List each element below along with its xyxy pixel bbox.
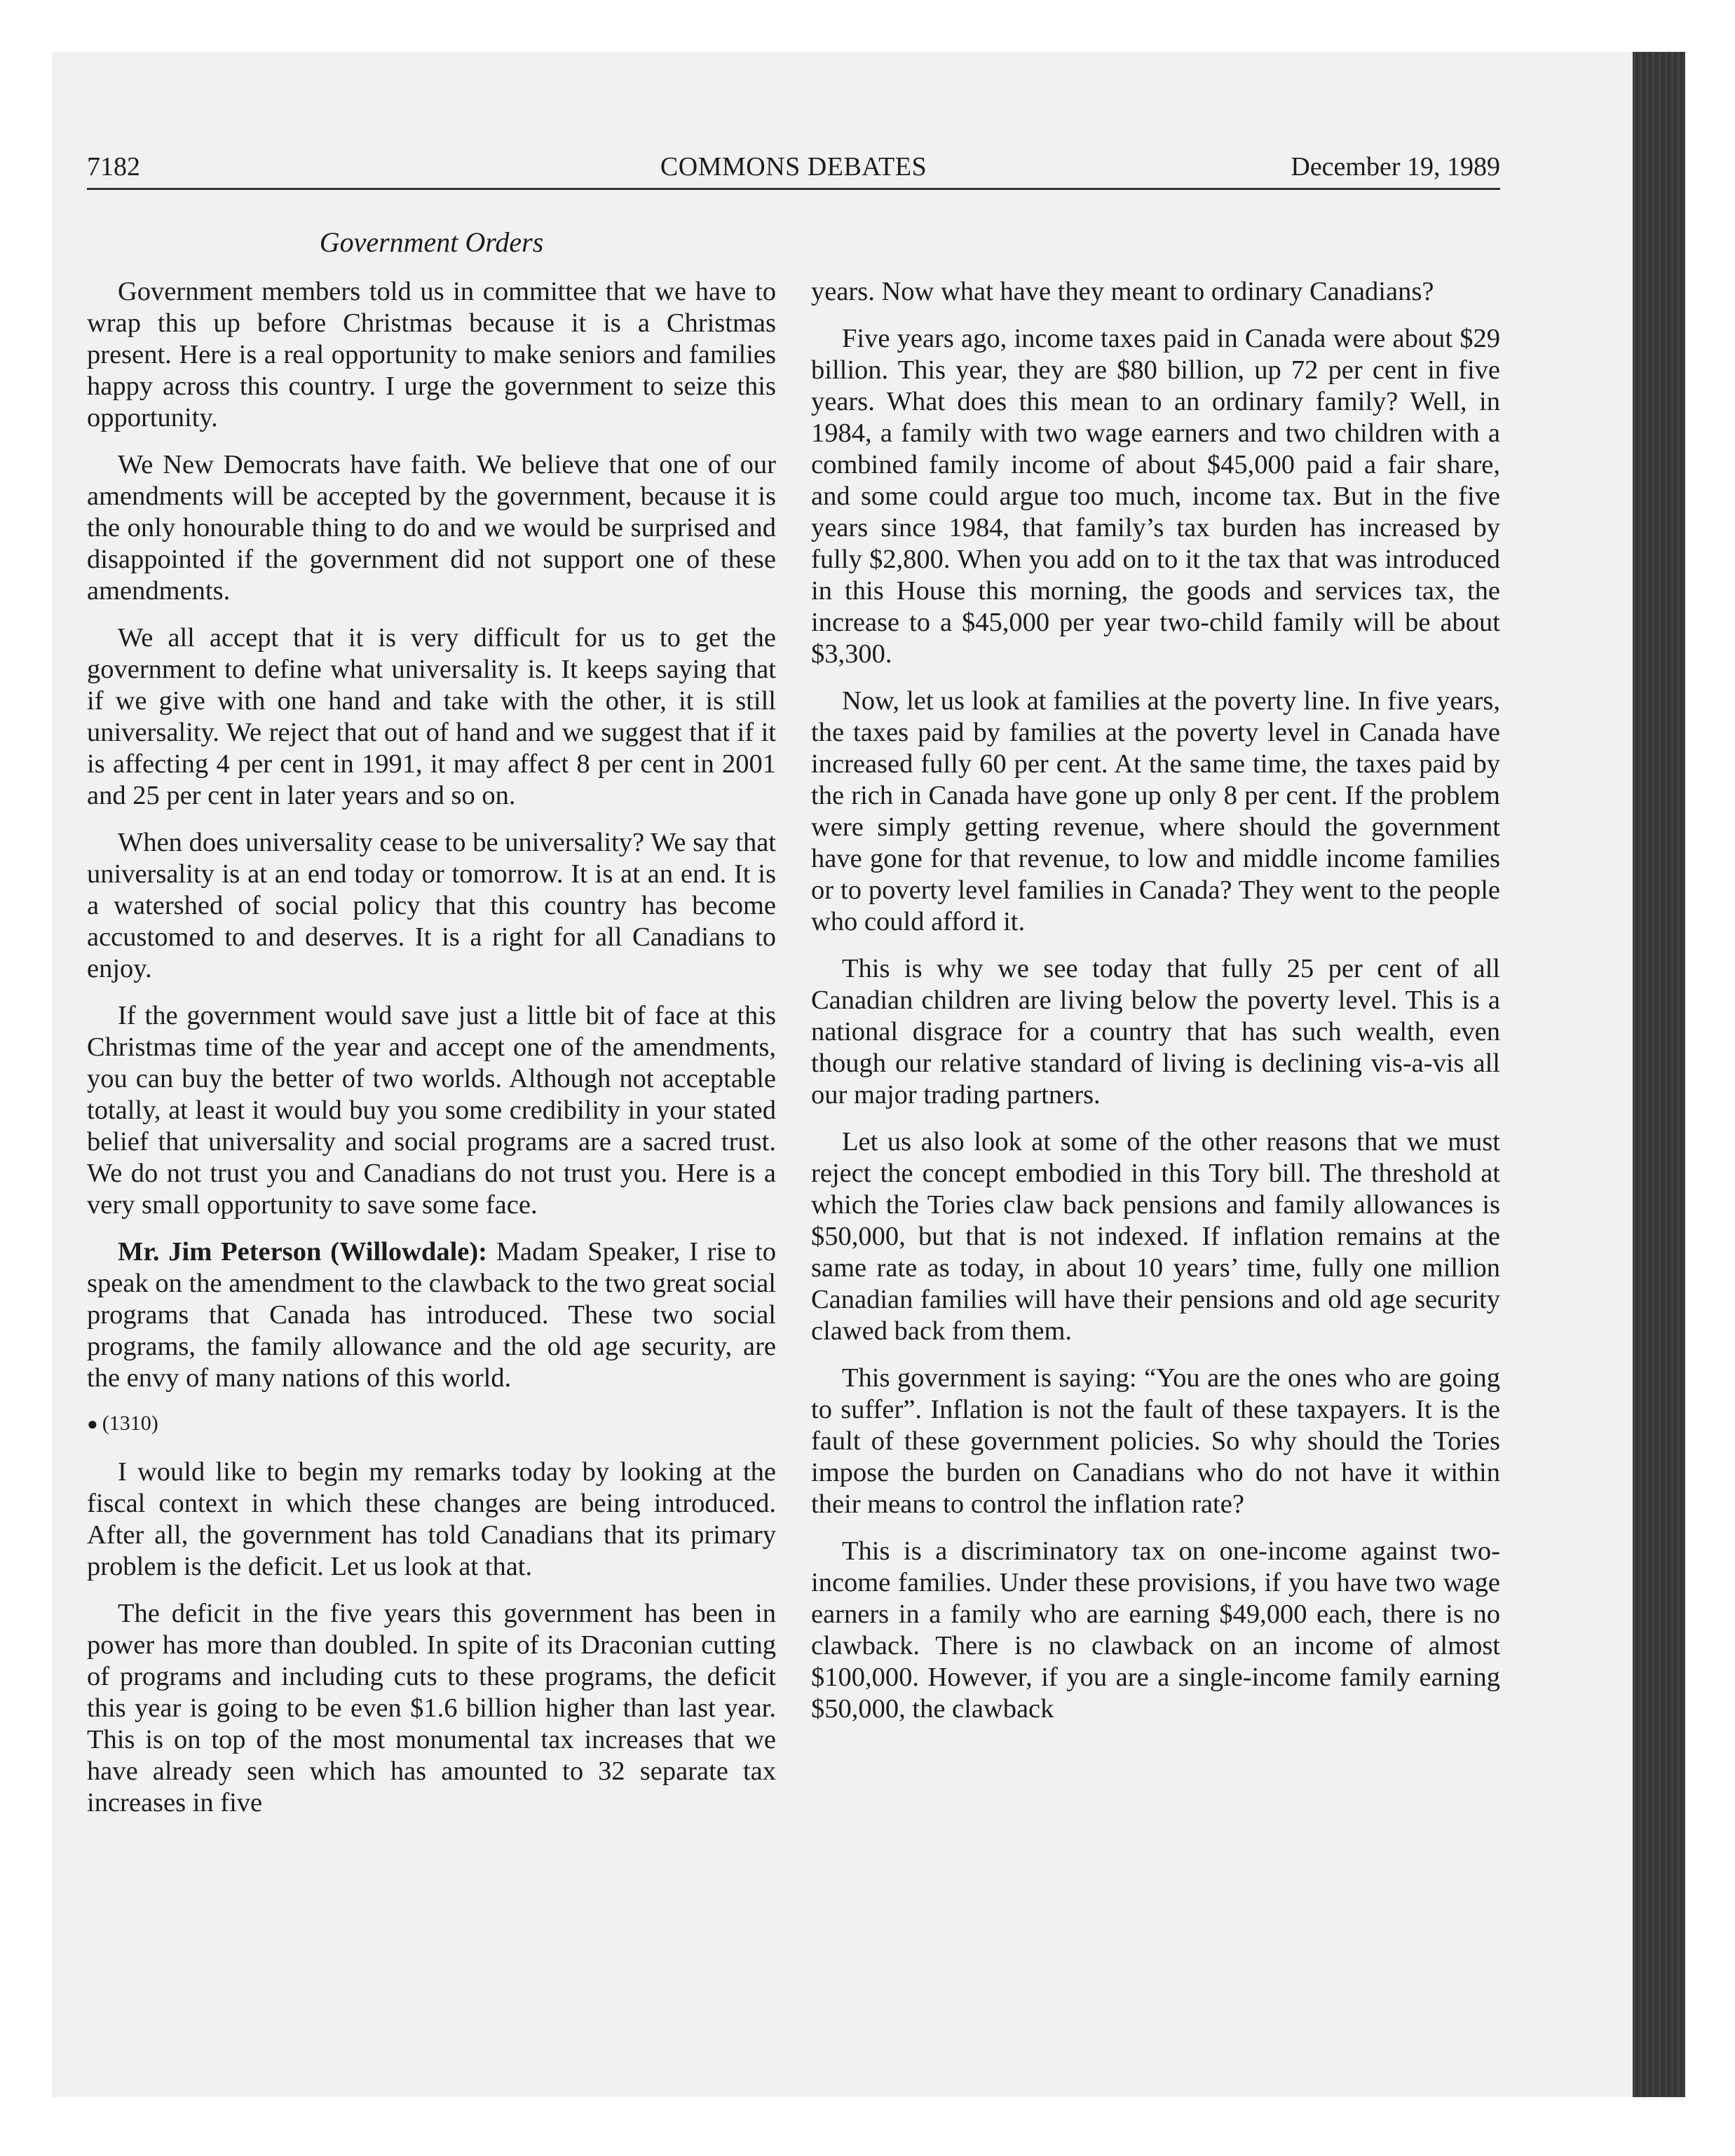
paragraph: This is why we see today that fully 25 per cent of all Canadian children are living below the poverty level. This is a national disgrace for a country that has such wealth, even though our relative standard of living is declining vis-a-vis all our major trading partners. [811, 954, 1500, 1110]
timestamp [87, 1410, 776, 1438]
left-column [87, 276, 776, 1834]
paragraph: We all accept that it is very difficult for us to get the government to define what universality is. It keeps saying that if we give with one hand and take with the other, it is still universality. We reject that out of hand and we suggest that if it is affecting 4 per cent in 1991, it may affect 8 per cent in 2001 and 25 per cent in later years and so on. [87, 623, 776, 810]
journal-title: COMMONS DEBATES [660, 152, 927, 182]
page-header [87, 149, 1500, 190]
speaker-text: Madam Speaker, I rise to speak on the amendment to the clawback to the two great social programs that Canada has introduced. These two social programs, the family allowance and the old age security, are the envy of many nations of this world. [87, 1237, 777, 1393]
paragraph: I would like to begin my remarks today by looking at the fiscal context in which these changes are being introduced. After all, the government has told Canadians that its primary problem is the deficit. Let us look at that. [87, 1457, 776, 1581]
paragraph: The deficit in the five years this government has been in power has more than doubled. In spite of its Draconian cutting of programs and including cuts to these programs, the deficit this year is going to be even $1.6 billion higher than last year. This is on top of the most monumental tax increases that we have already seen which has amounted to 32 separate tax increases in five [87, 1599, 776, 1817]
paragraph: We New Democrats have faith. We believe that one of our amendments will be accepted by the government, because it is the only honourable thing to do and we would be surprised and disappointed if the government did not support one of these amendments. [87, 450, 776, 606]
paragraph: Government members told us in committee that we have to wrap this up before Christmas because it is a Christmas present. Here is a real opportunity to make seniors and families happy across this country. I urge the government to seize this opportunity. [87, 277, 776, 432]
paragraph: If the government would save just a little bit of face at this Christmas time of the year and accept one of the amendments, you can buy the better of two worlds. Although not acceptable totally, at least it would buy you some credibility in your stated belief that universality and social programs are a sacred trust. We do not trust you and Canadians do not trust you. Here is a very small opportunity to save some face. [87, 1001, 776, 1220]
binding-edge [1633, 52, 1685, 2097]
paragraph: Let us also look at some of the other reasons that we must reject the concept embodied in this Tory bill. The threshold at which the Tories claw back pensions and family allowances is $50,000, but that is not indexed. If inflation remains at the same rate as today, in about 10 years’ time, fully one million Canadian families will have their pensions and old age security clawed back from them. [811, 1127, 1500, 1346]
paragraph: This is a discriminatory tax on one-income against two-income families. Under these provisions, if you have two wage earners in a family who are earning $49,000 each, there is no clawback. There is no clawback on an income of almost $100,000. However, if you are a single-income family earning $50,000, the clawback [811, 1536, 1500, 1724]
section-label: Government Orders [319, 226, 544, 258]
paragraph: This government is saying: “You are the ones who are going to suffer”. Inflation is not the fault of these taxpayers. It is the fault of these government policies. So why should the Tories impose the burden on Canadians who do not have it within their means to control the inflation rate? [811, 1363, 1500, 1519]
page-number: 7182 [87, 152, 140, 182]
paragraph: Five years ago, income taxes paid in Canada were about $29 billion. This year, they are $80 billion, up 72 per cent in five years. What does this mean to an ordinary family? Well, in 1984, a family with two wage earners and two children with a combined family income of about $45,000 paid a fair share, and some could argue too much, income tax. But in the five years since 1984, that family’s tax burden has increased by fully $2,800. When you add on to it the tax that was introduced in this House this morning, the goods and services tax, the increase to a $45,000 per year two-child family will be about $3,300. [811, 324, 1500, 669]
paragraph-continuation: years. Now what have they meant to ordinary Canadians? [811, 277, 1434, 306]
bullet-icon: ● [87, 1414, 98, 1434]
timestamp-text: (1310) [102, 1412, 158, 1435]
speaker-name: Mr. Jim Peterson (Willowdale): [118, 1237, 488, 1267]
right-column [811, 276, 1500, 1740]
paragraph: When does universality cease to be universality? We say that universality is at an end today or tomorrow. It is at an end. It is a watershed of social policy that this country has become accustomed to and deserves. It is a right for all Canadians to enjoy. [87, 828, 776, 983]
publication-date: December 19, 1989 [1291, 152, 1500, 182]
speaker-paragraph [87, 1236, 776, 1394]
paragraph: Now, let us look at families at the poverty line. In five years, the taxes paid by families at the poverty level in Canada have increased fully 60 per cent. At the same time, the taxes paid by the rich in Canada have gone up only 8 per cent. If the problem were simply getting revenue, where should the government have gone for that revenue, to low and middle income families or to poverty level families in Canada? They went to the people who could afford it. [811, 686, 1500, 936]
